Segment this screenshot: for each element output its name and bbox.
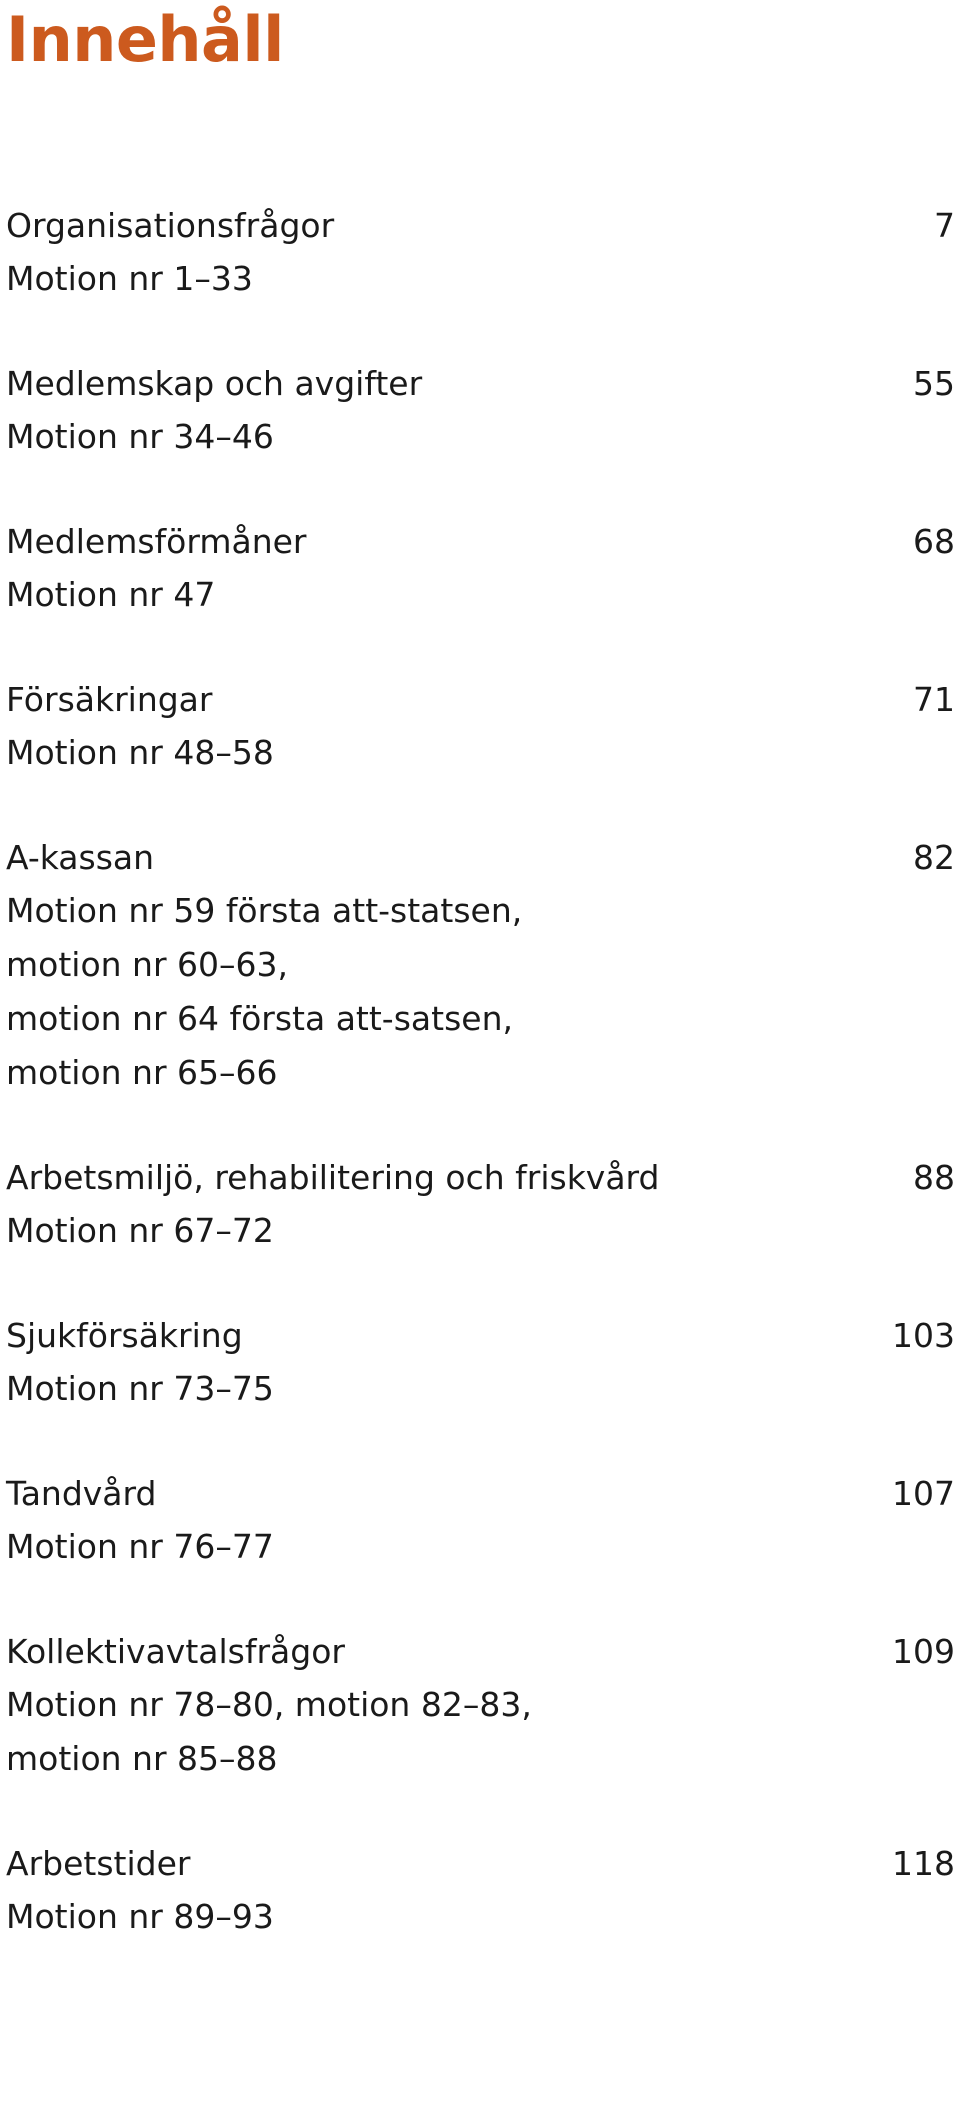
toc-entry-motion-line: Motion nr 76–77 — [6, 1527, 274, 1566]
toc-entry-heading-row — [6, 1626, 955, 1678]
toc-entry-title: Kollektivavtalsfrågor — [6, 1632, 345, 1671]
toc-entry-page-number: 71 — [913, 680, 955, 719]
toc-entry-title: Tandvård — [6, 1474, 157, 1513]
toc-entry-motion-line: motion nr 60–63, — [6, 945, 288, 984]
toc-entry-heading-row — [6, 200, 955, 252]
page-title: Innehåll — [6, 3, 284, 76]
toc-entry — [6, 358, 955, 464]
toc-entry-heading-row — [6, 516, 955, 568]
toc-entry-heading-row — [6, 358, 955, 410]
toc-entry-motion-line: Motion nr 59 första att-statsen, — [6, 891, 523, 930]
toc-entry — [6, 1838, 955, 1944]
toc-entry-motion-line: Motion nr 48–58 — [6, 733, 274, 772]
toc-entry-page-number: 68 — [913, 522, 955, 561]
toc-entry-heading-row — [6, 1152, 955, 1204]
toc-entry-motion-line: Motion nr 89–93 — [6, 1897, 274, 1936]
toc-entry-motion-line: motion nr 65–66 — [6, 1053, 278, 1092]
toc-entry — [6, 1310, 955, 1416]
toc-entry-title: A-kassan — [6, 838, 155, 877]
toc-entry-page-number: 103 — [892, 1316, 955, 1355]
toc-entry-title: Medlemsförmåner — [6, 522, 307, 561]
toc-entry-motion-line: motion nr 85–88 — [6, 1739, 278, 1778]
toc-entry-title: Organisationsfrågor — [6, 206, 335, 245]
table-of-contents — [6, 200, 955, 1996]
toc-entry-motion-line: Motion nr 78–80, motion 82–83, — [6, 1685, 532, 1724]
toc-entry-heading-row — [6, 674, 955, 726]
toc-entry — [6, 1468, 955, 1574]
toc-entry-title: Försäkringar — [6, 680, 213, 719]
toc-entry-heading-row — [6, 1310, 955, 1362]
toc-entry-heading-row — [6, 1468, 955, 1520]
toc-entry-page-number: 107 — [892, 1474, 955, 1513]
toc-entry-page-number: 7 — [934, 206, 955, 245]
toc-entry-title: Medlemskap och avgifter — [6, 364, 423, 403]
toc-entry — [6, 832, 955, 1100]
toc-entry-page-number: 82 — [913, 838, 955, 877]
toc-entry-page-number: 109 — [892, 1632, 955, 1671]
toc-entry-page-number: 88 — [913, 1158, 955, 1197]
toc-entry — [6, 674, 955, 780]
toc-entry-page-number: 118 — [892, 1844, 955, 1883]
toc-entry — [6, 1152, 955, 1258]
toc-entry-motion-line: motion nr 64 första att-satsen, — [6, 999, 513, 1038]
toc-entry-motion-line: Motion nr 34–46 — [6, 417, 274, 456]
toc-entry-heading-row — [6, 1838, 955, 1890]
toc-entry-heading-row — [6, 832, 955, 884]
toc-entry-page-number: 55 — [913, 364, 955, 403]
toc-entry — [6, 516, 955, 622]
toc-entry-motion-line: Motion nr 67–72 — [6, 1211, 274, 1250]
toc-entry — [6, 200, 955, 306]
toc-entry-motion-line: Motion nr 47 — [6, 575, 216, 614]
toc-entry-motion-line: Motion nr 1–33 — [6, 259, 253, 298]
toc-entry-title: Arbetsmiljö, rehabilitering och friskvård — [6, 1158, 660, 1197]
toc-entry-title: Arbetstider — [6, 1844, 191, 1883]
toc-entry-title: Sjukförsäkring — [6, 1316, 243, 1355]
toc-entry-motion-line: Motion nr 73–75 — [6, 1369, 274, 1408]
toc-entry — [6, 1626, 955, 1786]
